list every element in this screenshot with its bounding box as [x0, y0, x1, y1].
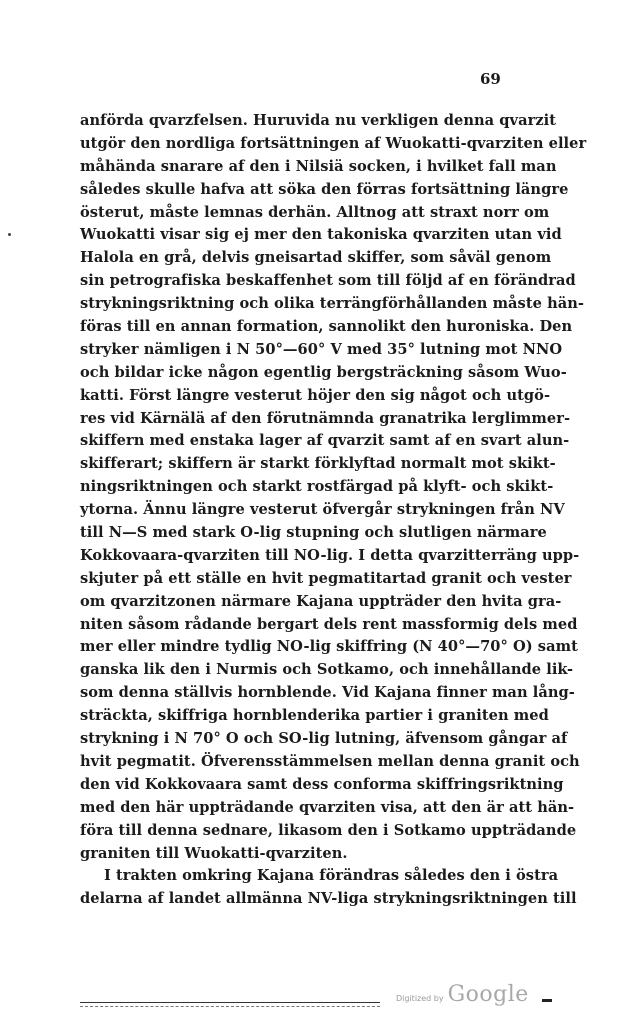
text-line: således skulle hafva att söka den förras fortsättning längre [80, 180, 569, 198]
footer-rule-dashed [80, 1006, 380, 1007]
text-line: ningsriktningen och starkt rostfärgad på klyft- och skikt- [80, 478, 554, 496]
text-line: ganska lik den i Nurmis och Sotkamo, och innehållande lik- [80, 661, 574, 679]
text-line: mer eller mindre tydlig NO-lig skiffring (N 40°—70° O) samt [80, 638, 578, 656]
text-line: skjuter på ett ställe en hvit pegmatitartad granit och vester [80, 569, 572, 587]
text-line: som denna ställvis hornblende. Vid Kajana finner man lång- [80, 684, 575, 702]
text-line: och bildar icke någon egentlig bergsträckning såsom Wuo- [80, 363, 567, 381]
text-line: strykning i N 70° O och SO-lig lutning, äfvensom gångar af [80, 730, 568, 748]
text-line: om qvarzitzonen närmare Kajana uppträder den hvita gra- [80, 592, 562, 610]
text-line: graniten till Wuokatti-qvarziten. [80, 844, 348, 862]
corner-mark [542, 999, 552, 1002]
margin-mark [8, 233, 11, 236]
footer-rule [80, 1002, 380, 1003]
body-text [80, 110, 587, 911]
text-line: res vid Kärnälä af den förutnämnda granatrika lerglimmer- [80, 409, 571, 427]
text-line: Kokkovaara-qvarziten till NO-lig. I detta qvarzitterräng upp- [80, 546, 580, 564]
text-line: sträckta, skiffriga hornblenderika partier i graniten med [80, 707, 549, 725]
text-line: måhända snarare af den i Nilsiä socken, i hvilket fall man [80, 157, 557, 175]
text-line: katti. Först längre vesterut höjer den sig något och utgö- [80, 386, 551, 404]
text-line: I trakten omkring Kajana förändras således den i östra [104, 867, 559, 885]
text-line: delarna af landet allmänna NV-liga strykningsriktningen till [80, 890, 577, 908]
text-line: skifferart; skiffern är starkt förklyftad normalt mot skikt- [80, 455, 556, 473]
text-line: ytorna. Ännu längre vesterut öfvergår strykningen från NV [80, 501, 565, 519]
text-line: anförda qvarzfelsen. Huruvida nu verkligen denna qvarzit [80, 112, 557, 129]
text-line: österut, måste lemnas derhän. Alltnog att straxt norr om [80, 203, 550, 221]
text-line: föras till en annan formation, sannolikt den huroniska. Den [80, 318, 573, 336]
text-line: den vid Kokkovaara samt dess conforma skiffringsriktning [80, 775, 564, 793]
text-line: Halola en grå, delvis gneisartad skiffer, som såväl genom [80, 249, 552, 267]
text-line: stryker nämligen i N 50°—60° V med 35° lutning mot NNO [80, 340, 563, 358]
text-line: niten såsom rådande bergart dels rent massformig dels med [80, 615, 578, 633]
text-line: föra till denna sednare, likasom den i Sotkamo uppträdande [80, 821, 577, 839]
text-line: sin petrografiska beskaffenhet som till följd af en förändrad [80, 272, 576, 290]
text-line: skiffern med enstaka lager af qvarzit samt af en svart alun- [80, 432, 570, 450]
page-number: 69 [480, 70, 501, 88]
google-logo: Google [447, 982, 529, 1007]
digitized-watermark [396, 982, 529, 1007]
text-line: strykningsriktning och olika terrängförhållanden måste hän- [80, 295, 585, 313]
text-line: utgör den nordliga fortsättningen af Wuokatti-qvarziten eller [80, 134, 587, 152]
text-line: Wuokatti visar sig ej mer den takoniska qvarziten utan vid [80, 226, 562, 244]
watermark-prefix: Digitized by [396, 994, 444, 1003]
text-line: med den här uppträdande qvarziten visa, att den är att hän- [80, 798, 575, 816]
text-line: hvit pegmatit. Öfverensstämmelsen mellan denna granit och [80, 752, 580, 770]
text-line: till N—S med stark O-lig stupning och slutligen närmare [80, 524, 547, 542]
